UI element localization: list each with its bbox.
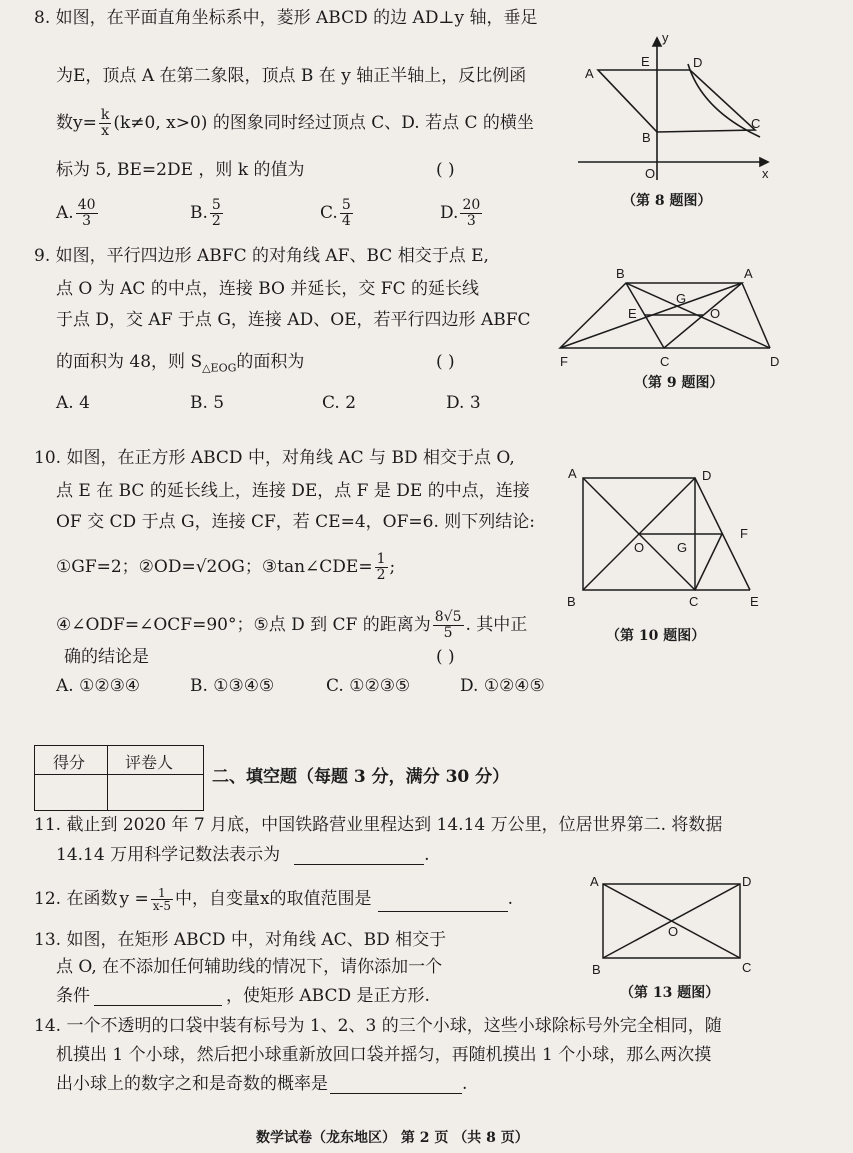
q9-figure-caption: （第 9 题图） <box>634 375 724 391</box>
q8-option-b-num: 5 <box>211 197 221 213</box>
q13-line2: 点 O, 在不添加任何辅助线的情况下，请你添加一个 <box>56 957 443 977</box>
q8-answer-paren: ( ) <box>436 160 455 180</box>
q10-line2: 点 E 在 BC 的延长线上，连接 DE，点 F 是 DE 的中点，连接 <box>56 481 530 501</box>
q9-line3: 于点 D，交 AF 于点 G，连接 AD、OE，若平行四边形 ABFC <box>56 310 531 330</box>
q14-line3 <box>56 1074 467 1094</box>
q8-option-a-num: 40 <box>77 197 96 213</box>
q13-figure-caption: （第 13 题图） <box>620 985 720 1001</box>
q8-frac-den: x <box>101 123 110 139</box>
q8-label-o: O <box>645 166 656 181</box>
q10-label-o: O <box>634 540 645 555</box>
q14-line1: 14. 一个不透明的口袋中装有标号为 1、2、3 的三个小球，这些小球除标号外完全相同，随 <box>34 1016 722 1036</box>
q10-label-f: F <box>740 526 748 541</box>
q8-option-c-den: 4 <box>341 213 351 229</box>
q13-label-c: C <box>742 960 752 975</box>
q8-line1: 8. 如图，在平面直角坐标系中，菱形 ABCD 的边 AD⊥y 轴，垂足 <box>34 8 538 28</box>
q9-label-c: C <box>660 354 670 369</box>
q8-option-a-label: A. <box>56 203 74 223</box>
q8-label-y: y <box>662 30 669 45</box>
q8-option-b-den: 2 <box>211 213 221 229</box>
q12-end: . <box>507 889 513 909</box>
q9-option-b: B. 5 <box>190 393 225 413</box>
q10-dist-num: 8√5 <box>434 609 462 625</box>
q13-label-o: O <box>668 924 679 939</box>
q11-end: . <box>424 845 430 865</box>
q13-line3-post: ，使矩形 ABCD 是正方形. <box>226 986 430 1006</box>
q9-answer-paren: ( ) <box>436 352 455 372</box>
q14-line3-text: 出小球上的数字之和是奇数的概率是 <box>56 1074 328 1094</box>
score-table-col2: 评卷人 <box>125 753 174 772</box>
q12-post: 中，自变量x的取值范围是 <box>174 889 372 909</box>
q8-option-a-den: 3 <box>82 213 92 229</box>
q9-label-b: B <box>616 266 625 281</box>
q9-line1: 9. 如图，平行四边形 ABFC 的对角线 AF、BC 相交于点 E, <box>34 246 489 266</box>
q8-label-d: D <box>693 55 703 70</box>
q9-area-subscript: △EOG <box>202 361 237 375</box>
q10-option-c: C. ①②③⑤ <box>326 676 411 696</box>
q10-line3: OF 交 CD 于点 G，连接 CF，若 CE=4，OF=6. 则下列结论: <box>56 512 535 532</box>
q13-label-a: A <box>590 874 599 889</box>
q8-option-c-num: 5 <box>341 197 351 213</box>
q9-option-c: C. 2 <box>322 393 357 413</box>
q10-line4-post: ; <box>389 557 396 577</box>
q10-line4-pre: ①GF=2；②OD=√2OG；③tan∠CDE= <box>56 557 373 577</box>
q10-line5-pre: ④∠ODF=∠OCF=90°；⑤点 D 到 CF 的距离为 <box>56 615 431 635</box>
q8-frac-num: k <box>100 107 110 123</box>
q10-line5-post: . 其中正 <box>465 615 528 635</box>
q8-label-e: E <box>641 54 650 69</box>
q9-label-g: G <box>676 291 687 306</box>
q10-label-b: B <box>567 594 576 609</box>
q8-line3-pre: 数y= <box>56 113 97 133</box>
q10-label-g: G <box>677 540 688 555</box>
q8-option-d-label: D. <box>440 203 459 223</box>
q9-label-e: E <box>628 306 637 321</box>
q12-fn-pre: y = <box>119 889 149 909</box>
q9-line4-post: 的面积为 <box>236 352 305 372</box>
q10-dist-den: 5 <box>443 625 453 641</box>
q10-option-a: A. ①②③④ <box>56 676 141 696</box>
q12-frac-den: x-5 <box>152 899 171 913</box>
q9-label-a: A <box>744 266 753 281</box>
q8-label-x: x <box>762 166 769 181</box>
q12-pre: 12. 在函数 <box>34 889 118 909</box>
q12-frac-num: 1 <box>151 887 173 900</box>
q13-label-d: D <box>742 874 752 889</box>
q14-line2: 机摸出 1 个小球，然后把小球重新放回口袋并摇匀，再随机摸出 1 个小球，那么两次摸 <box>56 1045 712 1065</box>
page-footer: 数学试卷（龙东地区） 第 2 页 （共 8 页） <box>256 1130 529 1146</box>
q10-tan-den: 2 <box>376 567 386 583</box>
q9-option-d: D. 3 <box>446 393 481 413</box>
q11-line1: 11. 截止到 2020 年 7 月底，中国铁路营业里程达到 14.14 万公里，位居世界第二. 将数据 <box>34 815 723 835</box>
q10-line1: 10. 如图，在正方形 ABCD 中，对角线 AC 与 BD 相交于点 O, <box>34 448 515 468</box>
q10-option-d: D. ①②④⑤ <box>460 676 545 696</box>
q10-label-e: E <box>750 594 759 609</box>
q8-option-d-num: 20 <box>462 197 481 213</box>
q10-option-b: B. ①③④⑤ <box>190 676 275 696</box>
q8-line4: 标为 5, BE=2DE ，则 k 的值为 <box>56 160 305 180</box>
q9-label-o: O <box>710 306 721 321</box>
q8-label-b: B <box>642 130 651 145</box>
q10-figure-caption: （第 10 题图） <box>606 628 706 644</box>
q8-line2: 为E，顶点 A 在第二象限，顶点 B 在 y 轴正半轴上，反比例函 <box>56 66 527 86</box>
q10-label-d: D <box>702 468 712 483</box>
q13-label-b: B <box>592 962 601 977</box>
q8-option-b-label: B. <box>190 203 208 223</box>
q9-option-a: A. 4 <box>56 393 90 413</box>
q14-answer-blank[interactable] <box>330 1077 462 1094</box>
q13-line1: 13. 如图，在矩形 ABCD 中，对角线 AC、BD 相交于 <box>34 930 447 950</box>
q11-line2-text: 14.14 万用科学记数法表示为 <box>56 845 281 865</box>
q8-line3-post: (k≠0, x>0) 的图象同时经过顶点 C、D. 若点 C 的横坐 <box>113 113 534 133</box>
q9-line2: 点 O 为 AC 的中点，连接 BO 并延长，交 FC 的延长线 <box>56 279 479 299</box>
q9-label-d: D <box>770 354 780 369</box>
q8-label-c: C <box>751 116 761 131</box>
q8-label-a: A <box>585 66 594 81</box>
q10-answer-paren: ( ) <box>436 647 455 667</box>
score-table-col1: 得分 <box>53 753 86 772</box>
q8-option-d-den: 3 <box>466 213 476 229</box>
q13-line3-pre: 条件 <box>56 986 90 1006</box>
q10-label-c: C <box>689 594 699 609</box>
q10-line6: 确的结论是 <box>64 647 149 667</box>
q10-label-a: A <box>568 466 577 481</box>
q9-label-f: F <box>560 354 568 369</box>
q8-figure-caption: （第 8 题图） <box>622 193 712 209</box>
section2-title: 二、填空题（每题 3 分，满分 30 分） <box>212 767 510 787</box>
q14-end: . <box>462 1074 468 1094</box>
q8-option-c-label: C. <box>320 203 338 223</box>
q10-tan-num: 1 <box>376 551 386 567</box>
q9-line4-pre: 的面积为 48，则 S <box>56 352 203 372</box>
